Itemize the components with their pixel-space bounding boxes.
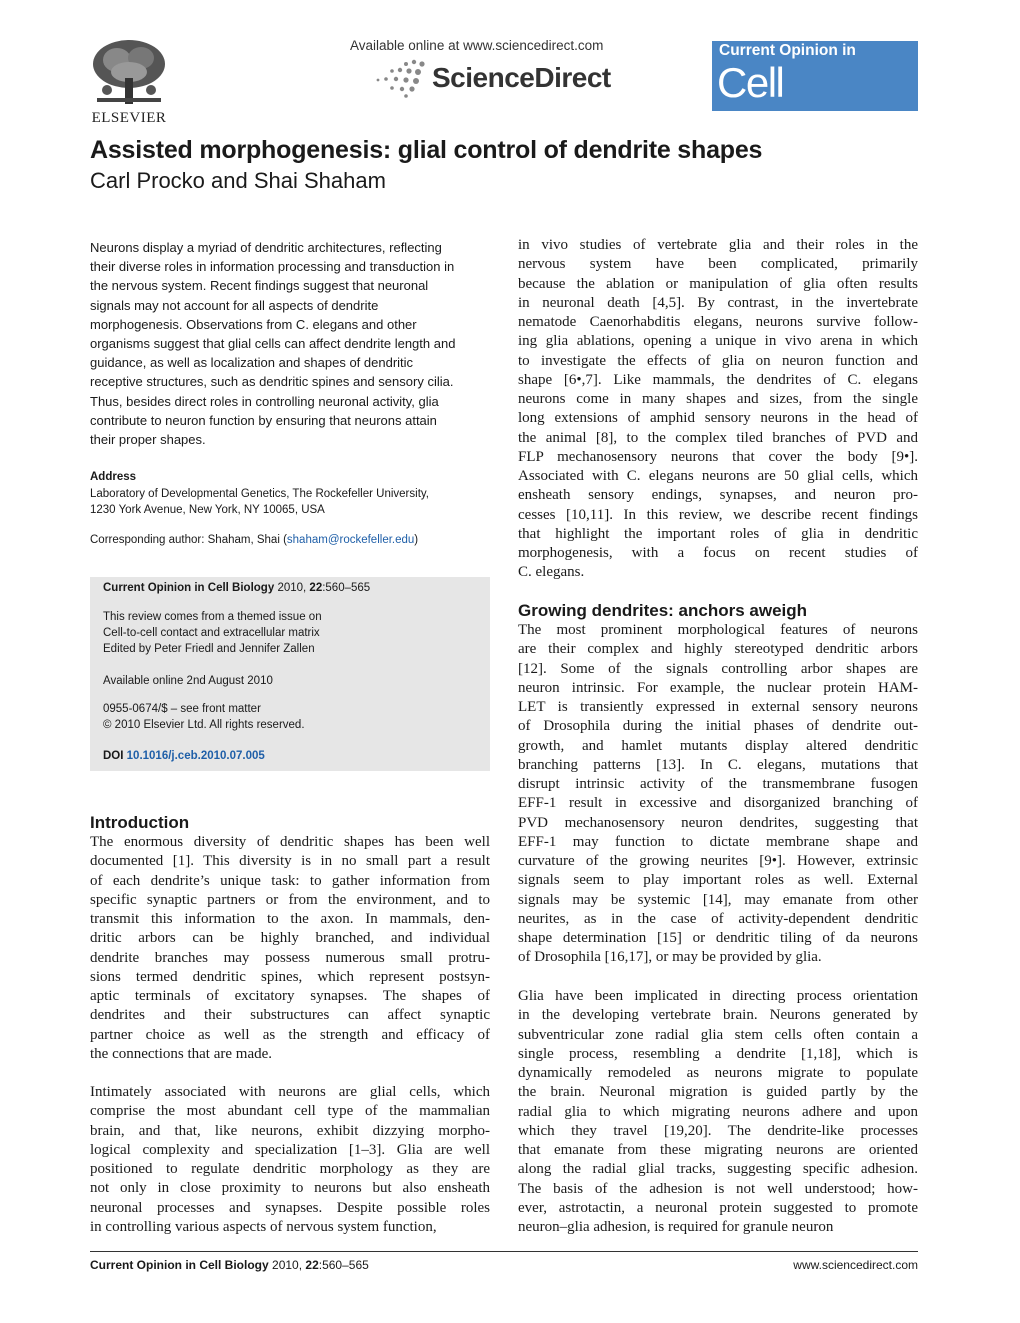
text-line: neurites, as in the case of activity-dependent dendritic — [518, 910, 918, 927]
abstract-line: Thus, besides direct roles in controlling neuronal activity, glia — [90, 393, 439, 409]
right-paragraph-3 — [518, 987, 918, 1237]
text-line: nematode Caenorhabditis elegans, neurons survive follow- — [518, 314, 918, 330]
text-line: neuronal processes and synapses. Despite possible roles — [90, 1199, 490, 1216]
issn-line: 0955-0674/$ – see front matter — [103, 703, 261, 715]
section-heading-introduction: Introduction — [90, 813, 190, 832]
text-line: positioned to regulate dendritic morphology as they are — [90, 1161, 490, 1177]
elsevier-logo — [84, 38, 174, 127]
text-line: disrupt intrinsic activity of the transmembrane fusogen — [518, 776, 918, 792]
doi-line — [103, 750, 265, 762]
text-line: radial glia to which migrating neurons adhere and upon — [518, 1103, 918, 1120]
text-line: branching patterns [13]. In C. elegans, mutations that — [518, 756, 918, 773]
citation-line — [103, 582, 370, 594]
text-line: dynamically remodeled as neurons migrate to populate — [518, 1065, 918, 1081]
abstract-line: contribute to neuron function by ensuring that neurons attain — [90, 412, 437, 428]
text-line: EFF-1 result in excessive and disorganized branching of — [518, 795, 918, 812]
text-line: subventricular zone radial glia stem cells often contain a — [518, 1026, 918, 1043]
footer-volume: 22 — [305, 1258, 319, 1272]
text-line: Intimately associated with neurons are glial cells, which — [90, 1084, 490, 1100]
text-line: the connections that are made. — [90, 1045, 273, 1062]
intro-paragraph-2 — [90, 1083, 490, 1237]
author-email-link[interactable]: shaham@rockefeller.edu — [286, 534, 415, 546]
text-line: PVD mechanosensory neuron dendrites, suggesting that — [518, 814, 918, 831]
journal-logo-line2: Cell Biology — [717, 59, 845, 154]
text-line: are their complex and highly stereotyped dendritic arbors — [518, 641, 918, 658]
text-line: ever, astrotactin, a neuronal protein suggested to promote — [518, 1199, 918, 1216]
text-line: single process, resembling a dendrite [1,18], which is — [518, 1045, 918, 1062]
text-line: logical complexity and specialization [1–3]. Glia are well — [90, 1141, 490, 1158]
text-line: because the ablation or manipulation of glia often results — [518, 275, 918, 292]
address-line: Laboratory of Developmental Genetics, The Rockefeller University, — [90, 488, 429, 500]
footer-year: 2010, — [272, 1258, 303, 1272]
right-paragraph-1 — [518, 236, 918, 583]
editors-line: Edited by Peter Friedl and Jennifer Zallen — [103, 643, 315, 655]
text-line: dendrites and their substructures can affect synaptic — [90, 1007, 490, 1024]
right-paragraph-2 — [518, 621, 918, 968]
doi-label: DOI — [103, 750, 124, 762]
text-line: neuron–glia adhesion, is required for granule neuron — [518, 1219, 834, 1235]
text-line: signals may be systemic [14], may emanate from other — [518, 891, 918, 908]
text-line: in controlling various aspects of nervous system function, — [90, 1218, 437, 1235]
text-line: C. elegans. — [518, 564, 585, 581]
doi-link[interactable]: 10.1016/j.ceb.2010.07.005 — [126, 750, 265, 762]
abstract-line: Neurons display a myriad of dendritic architectures, reflecting — [90, 240, 442, 255]
text-line: the animal [8], to the complex tiled branches of PVD and — [518, 429, 918, 446]
text-line: The most prominent morphological features of neurons — [518, 622, 918, 638]
address — [90, 486, 490, 518]
text-line: FLP mechanosensory neurons that cover the body [9•]. — [518, 448, 918, 465]
text-line: documented [1]. This diversity is in no small part a result — [90, 853, 490, 870]
text-line: ing glia ablations, opening a unique in vivo arena in which — [518, 333, 918, 350]
text-line: along the radial glial tracks, suggesting specific adhesion. — [518, 1161, 918, 1178]
citation-pages: :560–565 — [322, 582, 371, 594]
abstract — [90, 238, 482, 449]
footer-citation — [90, 1258, 369, 1272]
text-line: specific synaptic partners or from the environment, and to — [90, 891, 490, 908]
journal-logo — [712, 41, 918, 154]
text-line: nervous system have been complicated, primarily — [518, 256, 918, 273]
sciencedirect-logo — [372, 58, 611, 98]
sciencedirect-wordmark: ScienceDirect — [432, 62, 611, 93]
publisher-name: ELSEVIER — [91, 110, 167, 126]
text-line: dendrite branches may possess numerous small protru- — [90, 949, 490, 966]
footer-divider — [90, 1251, 918, 1252]
citation-year: 2010, — [277, 582, 307, 594]
footer-website[interactable]: www.sciencedirect.com — [793, 1258, 918, 1272]
text-line: of each dendrite’s unique task: to gather information from — [90, 872, 490, 889]
text-line: ensheath sensory endings, synapses, and neuron pro- — [518, 487, 918, 504]
text-line: long extensions of amphid sensory neurons in the head of — [518, 410, 918, 427]
text-line: partner choice as well as the strength and efficacy of — [90, 1026, 490, 1043]
theme-line: This review comes from a themed issue on — [103, 611, 322, 623]
article-title: Assisted morphogenesis: glial control of dendrite shapes — [90, 136, 763, 164]
text-line: shape [6•,7]. Like mammals, the dendrites of C. elegans — [518, 371, 918, 388]
theme-line: Cell-to-cell contact and extracellular matrix — [103, 627, 320, 639]
text-line: sions termed dendritic spines, which represent postsyn- — [90, 968, 490, 985]
copyright-line: © 2010 Elsevier Ltd. All rights reserved. — [103, 719, 305, 731]
abstract-line: receptive structures, such as dendritic spines and sensory cilia. — [90, 374, 454, 390]
footer-pages: :560–565 — [318, 1258, 369, 1272]
abstract-line: signals may not account for all aspects of dendrite — [90, 297, 379, 313]
text-line: in vivo studies of vertebrate glia and their roles in the — [518, 237, 918, 253]
text-line: transmit this information to the axon. In mammals, den- — [90, 911, 490, 927]
abstract-line: morphogenesis. Observations from C. elegans and other — [90, 316, 417, 332]
available-date: Available online 2nd August 2010 — [103, 675, 273, 687]
text-line: The enormous diversity of dendritic shapes has been well — [90, 834, 490, 850]
sciencedirect-dots-icon — [372, 58, 428, 98]
text-line: in the developing vertebrate brain. Neurons generated by — [518, 1007, 918, 1024]
citation-volume: 22 — [309, 582, 323, 594]
text-line: curvature of the growing neurites [9•]. However, extrinsic — [518, 853, 918, 869]
text-line: to investigate the effects of glia on neuron function and — [518, 352, 918, 369]
text-line: shape determination [15] or dendritic tiling of da neurons — [518, 930, 918, 946]
text-line: neuron intrinsic. For example, the nuclear protein HAM- — [518, 679, 918, 696]
abstract-line: their diverse roles in information processing and transduction in — [90, 259, 455, 275]
text-line: not only in close proximity to neurons but also ensheath — [90, 1180, 490, 1197]
section-heading-growing-dendrites: Growing dendrites: anchors aweigh — [518, 601, 808, 620]
text-line: Glia have been implicated in directing process orientation — [518, 988, 918, 1004]
text-line: Associated with C. elegans neurons are 50 glial cells, which — [518, 468, 918, 484]
article-info-box — [90, 577, 490, 771]
text-line: cesses [10,11]. In this review, we describe recent findings — [518, 506, 918, 523]
text-line: in neuronal death [4,5]. By contrast, in the invertebrate — [518, 294, 918, 311]
text-line: dritic arbors can be highly branched, and individual — [90, 930, 490, 947]
citation-journal: Current Opinion in Cell Biology — [103, 582, 275, 594]
address-heading: Address — [90, 471, 137, 483]
corresponding-author — [90, 534, 490, 546]
text-line: growth, and hamlet mutants display altered dendritic — [518, 737, 918, 754]
intro-paragraph-1 — [90, 833, 490, 1064]
abstract-line: guidance, as well as localization and shapes of dendritic — [90, 355, 414, 371]
text-line: aptic terminals of excitatory synapses. The shapes of — [90, 988, 490, 1004]
text-line: that highlight the important roles of glia in dendritic — [518, 525, 918, 542]
text-line: that emanate from these migrating neurons are oriented — [518, 1142, 918, 1158]
address-line: 1230 York Avenue, New York, NY 10065, USA — [90, 504, 325, 516]
footer-journal: Current Opinion in Cell Biology — [90, 1258, 269, 1272]
abstract-line: the nervous system. Recent findings suggest that neuronal — [90, 278, 429, 294]
text-line: EFF-1 may function to dictate membrane shape and — [518, 833, 918, 850]
available-online-text: Available online at www.sciencedirect.com — [350, 38, 604, 53]
text-line: of Drosophila [16,17], or may be provided by glia. — [518, 949, 822, 966]
elsevier-tree-icon — [87, 38, 171, 108]
text-line: of Drosophila during the initial phases of dendrite out- — [518, 718, 918, 735]
text-line: [12]. Some of the signals controlling arbor shapes are — [518, 660, 918, 677]
journal-logo-line1: Current Opinion in — [719, 42, 856, 59]
corresponding-label: Corresponding author: Shaham, Shai ( — [90, 534, 287, 546]
abstract-line: their proper shapes. — [90, 432, 206, 448]
text-line: The basis of the adhesion is not well understood; how- — [518, 1180, 918, 1197]
corresponding-close: ) — [414, 534, 419, 546]
text-line: morphogenesis, with a focus on recent studies of — [518, 545, 918, 561]
text-line: comprise the most abundant cell type of the mammalian — [90, 1103, 490, 1120]
text-line: which they travel [19,20]. The dendrite-like processes — [518, 1122, 918, 1139]
text-line: LET is transiently expressed in external sensory neurons — [518, 699, 918, 715]
abstract-line: organisms suggest that glial cells can affect dendrite length and — [90, 336, 456, 352]
text-line: the brain. Neuronal migration is guided partly by the — [518, 1084, 918, 1101]
text-line: brain, and that, like neurons, exhibit dizzying morpho- — [90, 1122, 490, 1139]
text-line: signals seem to play important roles as well. External — [518, 872, 918, 889]
text-line: neurons come in many shapes and sizes, from the single — [518, 391, 918, 407]
article-authors: Carl Procko and Shai Shaham — [90, 168, 386, 193]
